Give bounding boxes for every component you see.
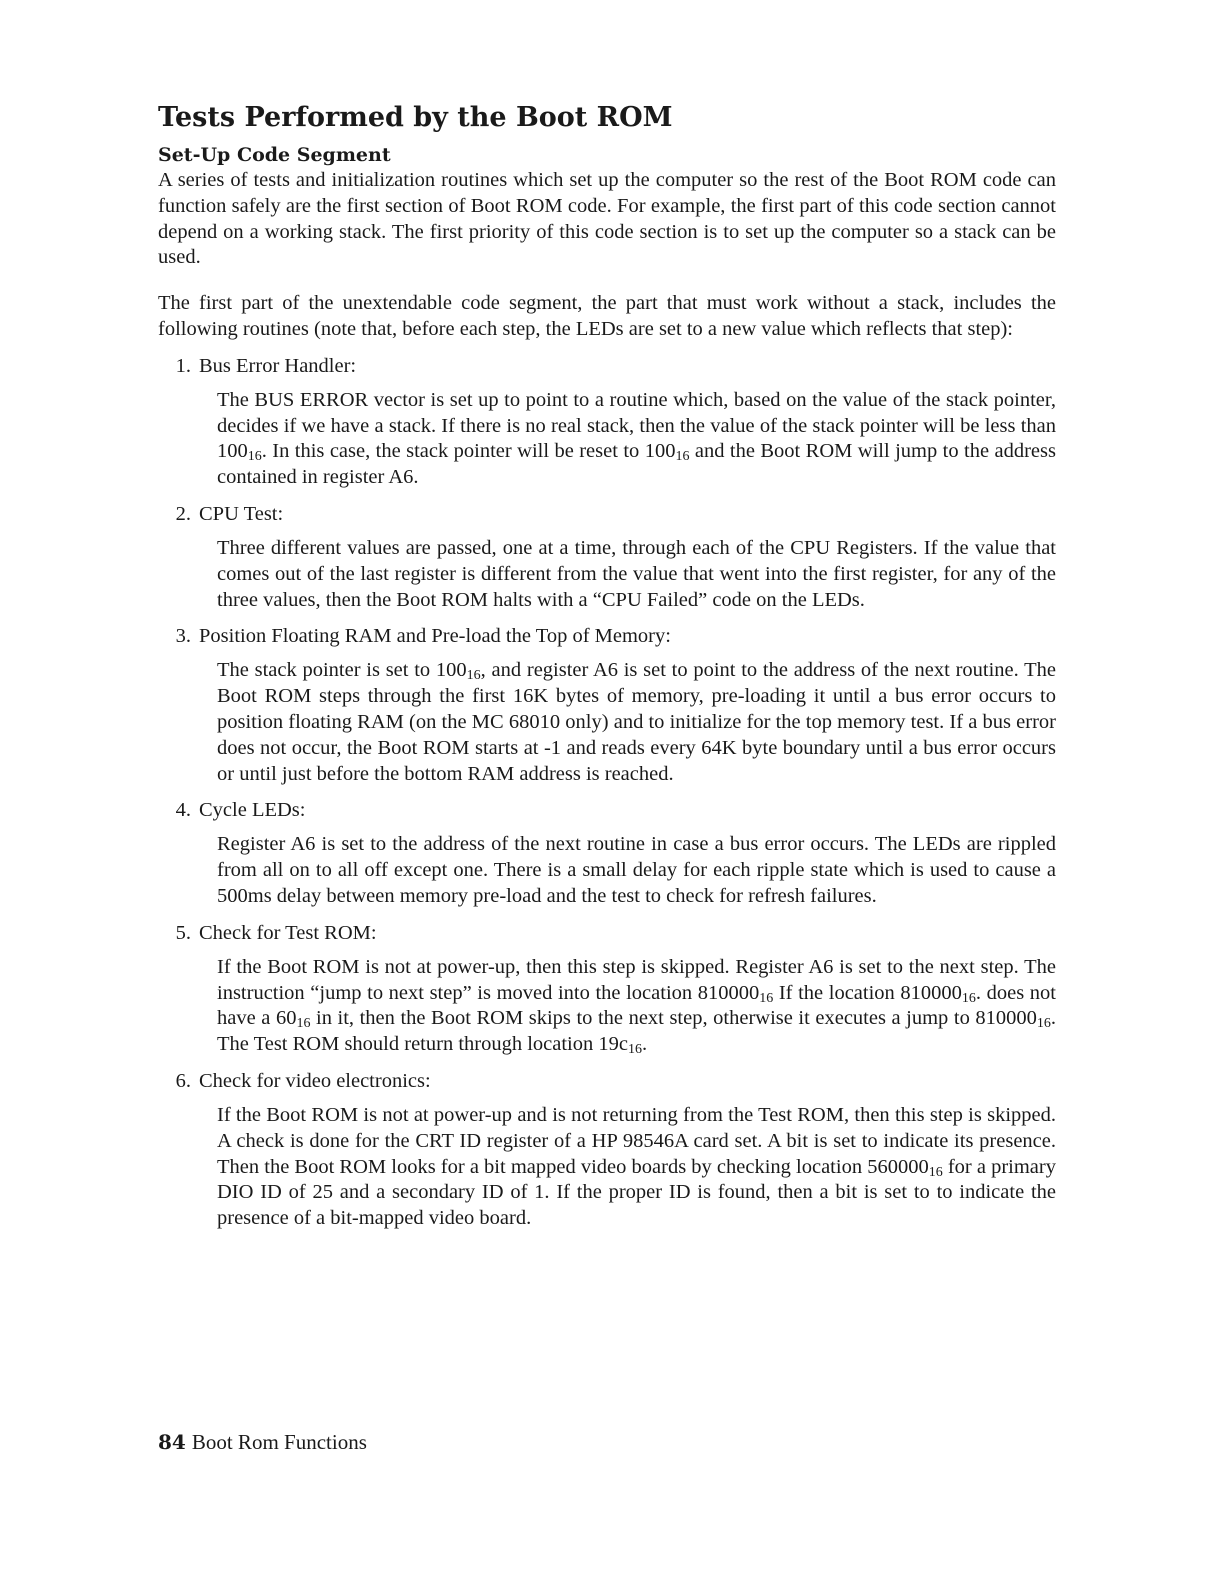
item-heading: Cycle LEDs: xyxy=(199,799,306,822)
document-page xyxy=(158,100,1056,1242)
page-title: Tests Performed by the Boot ROM xyxy=(158,102,673,133)
page-number: 84 xyxy=(158,1430,186,1454)
item-heading: Check for video electronics: xyxy=(199,1069,431,1092)
item-body: Register A6 is set to the address of the next routine in case a bus error occurs. The LEDs are rippled from all on to all off except one. There is a small delay for each ripple state which is used to cause a 500ms delay between memory pre-load and the test to check for refresh failures. xyxy=(217,833,1056,907)
item-number: 2. xyxy=(175,502,191,525)
item-number: 4. xyxy=(175,799,191,822)
list-item-cycle-leds xyxy=(158,797,1056,909)
item-number: 5. xyxy=(175,921,191,944)
item-number: 3. xyxy=(175,625,191,648)
section-heading: Set-Up Code Segment xyxy=(158,144,391,166)
list-item-cpu-test xyxy=(158,501,1056,613)
second-paragraph: The first part of the unextendable code segment, the part that must work without a stack, includes the following routines (note that, before each step, the LEDs are set to a new value which reflects that step): xyxy=(158,292,1056,340)
item-heading: Position Floating RAM and Pre-load the Top of Memory: xyxy=(199,625,671,648)
item-heading: CPU Test: xyxy=(199,502,284,525)
item-body: If the Boot ROM is not at power-up and is not returning from the Test ROM, then this step is skipped. A check is done for the CRT ID register of a HP 98546A card set. A bit is set to indicate its presence. Then the Boot ROM looks for a bit mapped video boards by checking location $560000_{16}$ for a primary DIO ID of 25 and a secondary ID of 1. If the proper ID is found, then a bit is set to to indicate the presence of a bit-mapped video board. xyxy=(217,1103,1056,1230)
list-item-bus-error-handler xyxy=(158,353,1056,491)
item-body: If the Boot ROM is not at power-up, then this step is skipped. Register A6 is set to the next step. The instruction “jump to next step” is moved into the location $810000_{16}$ If the location $810000_{16}$. does not have a $60_{16}$ in it, then the Boot ROM skips to the next step, otherwise it executes a jump to $810000_{16}$. The Test ROM should return through location $19c_{16}$. xyxy=(217,955,1057,1058)
page-footer xyxy=(158,1428,367,1456)
item-number: 1. xyxy=(175,354,191,377)
intro-paragraph: A series of tests and initialization routines which set up the computer so the rest of the Boot ROM code can function safely are the first section of Boot ROM code. For example, the first part of this code section cannot depend on a working stack. The first priority of this code section is to set up the computer so a stack can be used. xyxy=(158,169,1056,269)
item-body: Three different values are passed, one at a time, through each of the CPU Registers. If the value that comes out of the last register is different from the value that went into the first register, for any of the three values, then the Boot ROM halts with a “CPU Failed” code on the LEDs. xyxy=(217,536,1056,611)
item-number: 6. xyxy=(175,1069,191,1092)
item-heading: Bus Error Handler: xyxy=(199,354,357,377)
footer-section: Boot Rom Functions xyxy=(191,1430,367,1454)
list-item-test-rom xyxy=(158,920,1056,1058)
list-item-video-electronics xyxy=(158,1068,1056,1232)
routine-list xyxy=(158,353,1056,1232)
item-heading: Check for Test ROM: xyxy=(199,921,377,944)
list-item-floating-ram xyxy=(158,623,1056,787)
item-body: The BUS ERROR vector is set up to point to a routine which, based on the value of the stack pointer, decides if we have a stack. If there is no real stack, then the value of the stack pointer will be less than $100_{16}$. In this case, the stack pointer will be reset to $100_{16}$ and the Boot ROM will jump to the address contained in register A6. xyxy=(217,388,1056,489)
item-body: The stack pointer is set to $100_{16}$, and register A6 is set to point to the address of the next routine. The Boot ROM steps through the first 16K bytes of memory, pre-loading it until a bus error occurs to position floating RAM (on the MC 68010 only) and to initialize for the top memory test. If a bus error does not occur, the Boot ROM starts at -1 and reads every 64K byte boundary until a bus error occurs or until just before the bottom RAM address is reached. xyxy=(217,659,1056,785)
